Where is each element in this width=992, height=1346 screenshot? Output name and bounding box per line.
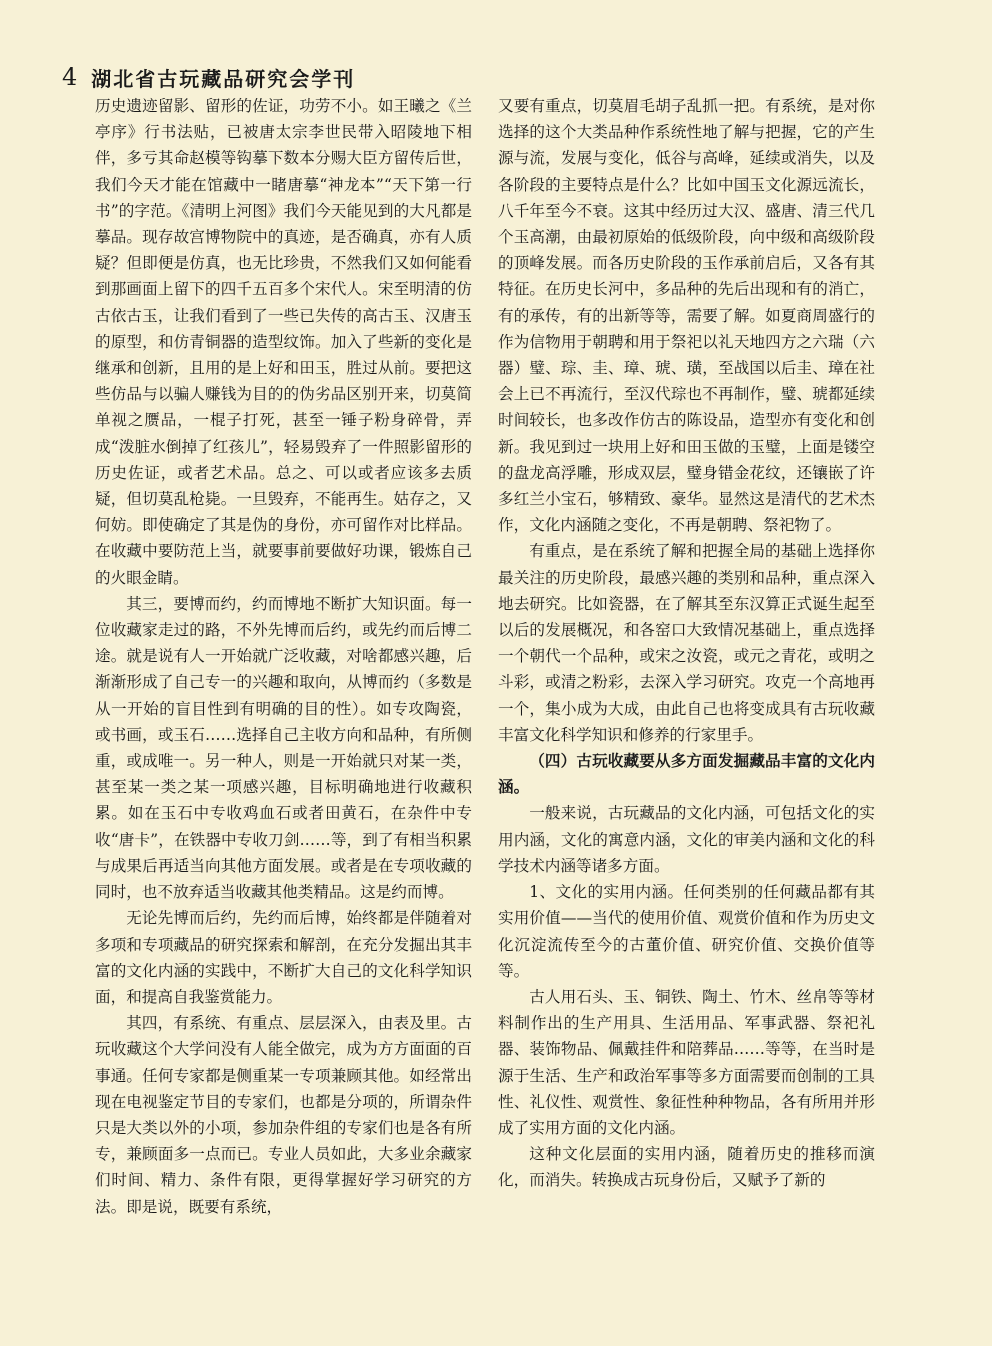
left-column [95, 93, 472, 1220]
paragraph: 1、文化的实用内涵。任何类别的任何藏品都有其实用价值——当代的使用价值、观赏价值和作为历史文化沉淀流传至今的古董价值、研究价值、交换价值等等。 [498, 883, 875, 980]
paragraph: 古人用石头、玉、铜铁、陶土、竹木、丝帛等等材料制作出的生产用具、生活用品、军事武器、祭祀礼器、装饰物品、佩戴挂件和陪葬品……等等，在当时是源于生活、生产和政治军事等多方面需要而创制的工具性、礼仪性、观赏性、象征性种种物品，各有所用并形成了实用方面的文化内涵。 [498, 987, 875, 1137]
section-heading: （四）古玩收藏要从多方面发掘藏品丰富的文化内涵。 [498, 751, 875, 797]
paragraph: 历史遗迹留影、留形的佐证，功劳不小。如王曦之《兰亭序》行书法贴，已被唐太宗李世民带入昭陵地下相伴，多亏其命赵模等钩摹下数本分赐大臣方留传后世，我们今天才能在馆藏中一睹唐摹“神龙本”“天下第一行书”的字范。《清明上河图》我们今天能见到的大凡都是摹品。现存故宫博物院中的真迹，是否确真，亦有人质疑？但即便是仿真，也无比珍贵，不然我们又如何能看到那画面上留下的四千五百多个宋代人。宋至明清的仿古依古玉，让我们看到了一些已失传的高古玉、汉唐玉的原型，和仿青铜器的造型纹饰。加入了些新的变化是继承和创新，且用的是上好和田玉，胜过从前。要把这些仿品与以骗人赚钱为目的的伪劣品区别开来，切莫简单视之赝品，一棍子打死，甚至一锤子粉身碎骨，弄成“泼脏水倒掉了红孩儿”，轻易毁弃了一件照影留形的历史佐证，或者艺术品。总之、可以或者应该多去质疑，但切莫乱枪毙。一旦毁弃，不能再生。姑存之，又何妨。即使确定了其是伪的身份，亦可留作对比样品。在收藏中要防范上当，就要事前要做好功课，锻炼自己的火眼金睛。 [95, 97, 472, 587]
paragraph: 其三，要博而约，约而博地不断扩大知识面。每一位收藏家走过的路，不外先博而后约，或先约而后博二途。就是说有人一开始就广泛收藏，对啥都感兴趣，后渐渐形成了自己专一的兴趣和取向，从博而约（多数是从一开始的盲目性到有明确的目的性）。如专攻陶瓷，或书画，或玉石……选择自己主收方向和品种，有所侧重，或成唯一。另一种人，则是一开始就只对某一类，甚至某一类之某一项感兴趣，目标明确地进行收藏积累。如在玉石中专收鸡血石或者田黄石，在杂件中专收“唐卡”，在铁器中专收刀剑……等，到了有相当积累与成果后再适当向其他方面发展。或者是在专项收藏的同时，也不放弃适当收藏其他类精品。这是约而博。 [95, 594, 472, 902]
paragraph: 无论先博而后约，先约而后博，始终都是伴随着对多项和专项藏品的研究探索和解剖，在充分发掘出其丰富的文化内涵的实践中，不断扩大自己的文化科学知识面，和提高自我鉴赏能力。 [95, 909, 472, 1006]
paragraph: 其四，有系统、有重点、层层深入，由表及里。古玩收藏这个大学问没有人能全做完，成为方方面面的百事通。任何专家都是侧重某一专项兼顾其他。如经常出现在电视鉴定节目的专家们，也都是分项的，所谓杂件只是大类以外的小项，参加杂件组的专家们也是各有所专，兼顾面多一点而已。专业人员如此，大多业余藏家们时间、精力、条件有限，更得掌握好学习研究的方法。即是说，既要有系统， [95, 1014, 472, 1216]
journal-title: 湖北省古玩藏品研究会学刊 [91, 66, 356, 91]
page-header [62, 60, 355, 94]
paragraph: 这种文化层面的实用内涵，随着历史的推移而演化，而消失。转换成古玩身份后，又赋予了新的 [498, 1145, 875, 1190]
paragraph: 一般来说，古玩藏品的文化内涵，可包括文化的实用内涵，文化的寓意内涵，文化的审美内涵和文化的科学技术内涵等诸多方面。 [498, 804, 875, 875]
right-column [498, 93, 875, 1194]
paragraph: 有重点，是在系统了解和把握全局的基础上选择你最关注的历史阶段，最感兴趣的类别和品种，重点深入地去研究。比如瓷器，在了解其至东汉算正式诞生起至以后的发展概况，和各窑口大致情况基础上，重点选择一个朝代一个品种，或宋之汝瓷，或元之青花，或明之斗彩，或清之粉彩，去深入学习研究。攻克一个高地再一个，集小成为大成，由此自己也将变成具有古玩收藏丰富文化科学知识和修养的行家里手。 [498, 542, 875, 744]
page-number: 4 [62, 63, 78, 91]
paragraph: 又要有重点，切莫眉毛胡子乱抓一把。有系统，是对你选择的这个大类品种作系统性地了解与把握，它的产生源与流，发展与变化，低谷与高峰，延续或消失，以及各阶段的主要特点是什么？比如中国玉文化源远流长，八千年至今不衰。这其中经历过大汉、盛唐、清三代几个玉高潮，由最初原始的低级阶段，向中级和高级阶段的顶峰发展。而各历史阶段的玉作承前启后，又各有其特征。在历史长河中，多品种的先后出现和有的消亡，有的承传，有的出新等等，需要了解。如夏商周盛行的作为信物用于朝聘和用于祭祀以礼天地四方之六瑞（六器）璧、琮、圭、璋、琥、璜，至战国以后圭、璋在社会上已不再流行，至汉代琮也不再制作，璧、琥都延续时间较长，也多改作仿古的陈设品，造型亦有变化和创新。我见到过一块用上好和田玉做的玉璧，上面是镂空的盘龙高浮雕，形成双层，璧身错金花纹，还镶嵌了许多红兰小宝石，够精致、豪华。显然这是清代的艺术杰作，文化内涵随之变化，不再是朝聘、祭祀物了。 [498, 97, 875, 535]
